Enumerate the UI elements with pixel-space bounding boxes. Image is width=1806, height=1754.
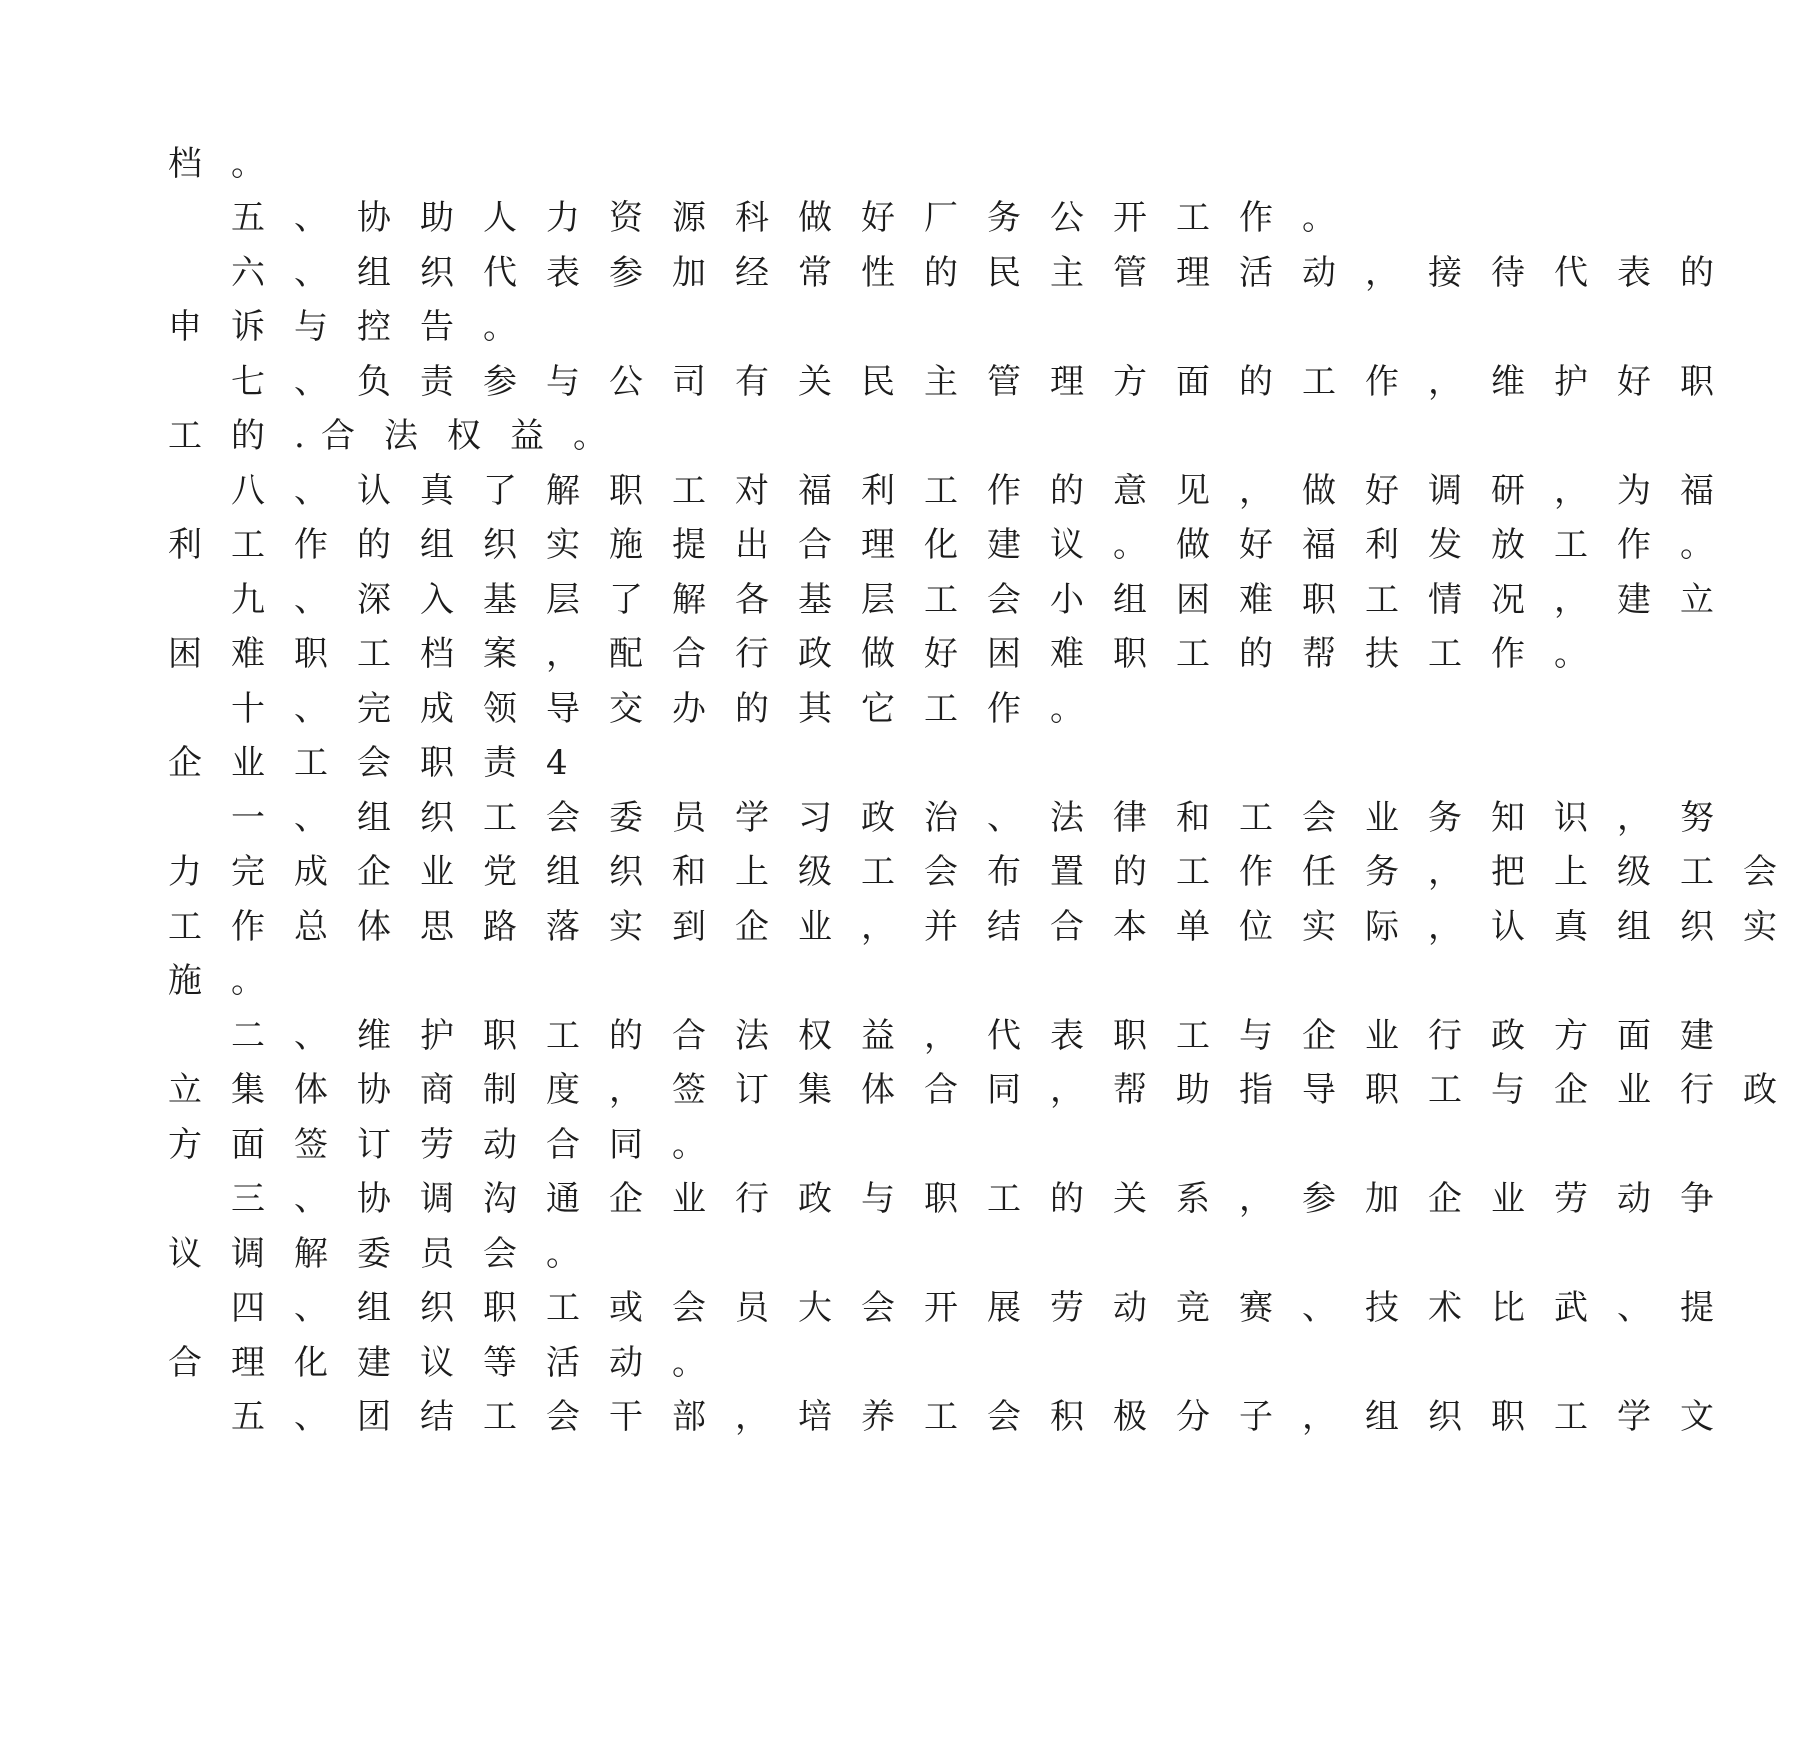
text-line: 施 。 <box>168 961 265 1001</box>
paragraph-line: 九 、 深 入 基 层 了 解 各 基 层 工 会 小 组 困 难 职 工 情 况 ， 建 立 <box>231 580 1714 620</box>
paragraph-line: 五 、 团 结 工 会 干 部 ， 培 养 工 会 积 极 分 子 ， 组 织 职 工 学 文 <box>231 1397 1714 1437</box>
text-line: 档 。 <box>168 144 265 184</box>
text-line: 合 理 化 建 议 等 活 动 。 <box>168 1343 706 1383</box>
paragraph-line: 五 、 协 助 人 力 资 源 科 做 好 厂 务 公 开 工 作 。 <box>231 198 1336 238</box>
text-line: 工 的 . 合 法 权 益 。 <box>168 416 607 456</box>
text-line: 立 集 体 协 商 制 度 ， 签 订 集 体 合 同 ， 帮 助 指 导 职 工 与 企 业 行 政 <box>168 1070 1777 1110</box>
paragraph-line: 二 、 维 护 职 工 的 合 法 权 益 ， 代 表 职 工 与 企 业 行 政 方 面 建 <box>231 1016 1714 1056</box>
text-line: 利 工 作 的 组 织 实 施 提 出 合 理 化 建 议 。 做 好 福 利 发 放 工 作 。 <box>168 525 1714 565</box>
paragraph-line: 八 、 认 真 了 解 职 工 对 福 利 工 作 的 意 见 ， 做 好 调 研 ， 为 福 <box>231 471 1714 511</box>
paragraph-line: 六 、 组 织 代 表 参 加 经 常 性 的 民 主 管 理 活 动 ， 接 待 代 表 的 <box>231 253 1714 293</box>
paragraph-line: 七 、 负 责 参 与 公 司 有 关 民 主 管 理 方 面 的 工 作 ， 维 护 好 职 <box>231 362 1714 402</box>
paragraph-line: 四 、 组 织 职 工 或 会 员 大 会 开 展 劳 动 竞 赛 、 技 术 比 武 、 提 <box>231 1288 1714 1328</box>
paragraph-line: 一 、 组 织 工 会 委 员 学 习 政 治 、 法 律 和 工 会 业 务 知 识 ， 努 <box>231 798 1714 838</box>
text-line: 困 难 职 工 档 案 ， 配 合 行 政 做 好 困 难 职 工 的 帮 扶 工 作 。 <box>168 634 1588 674</box>
text-line: 力 完 成 企 业 党 组 织 和 上 级 工 会 布 置 的 工 作 任 务 ， 把 上 级 工 会 <box>168 852 1777 892</box>
section-heading: 企 业 工 会 职 责 4 <box>168 743 568 783</box>
paragraph-line: 十 、 完 成 领 导 交 办 的 其 它 工 作 。 <box>231 689 1084 729</box>
paragraph-line: 三 、 协 调 沟 通 企 业 行 政 与 职 工 的 关 系 ， 参 加 企 业 劳 动 争 <box>231 1179 1714 1219</box>
text-line: 方 面 签 订 劳 动 合 同 。 <box>168 1125 706 1165</box>
text-line: 议 调 解 委 员 会 。 <box>168 1234 580 1274</box>
text-line: 申 诉 与 控 告 。 <box>168 307 517 347</box>
text-line: 工 作 总 体 思 路 落 实 到 企 业 ， 并 结 合 本 单 位 实 际 ， 认 真 组 织 实 <box>168 907 1777 947</box>
